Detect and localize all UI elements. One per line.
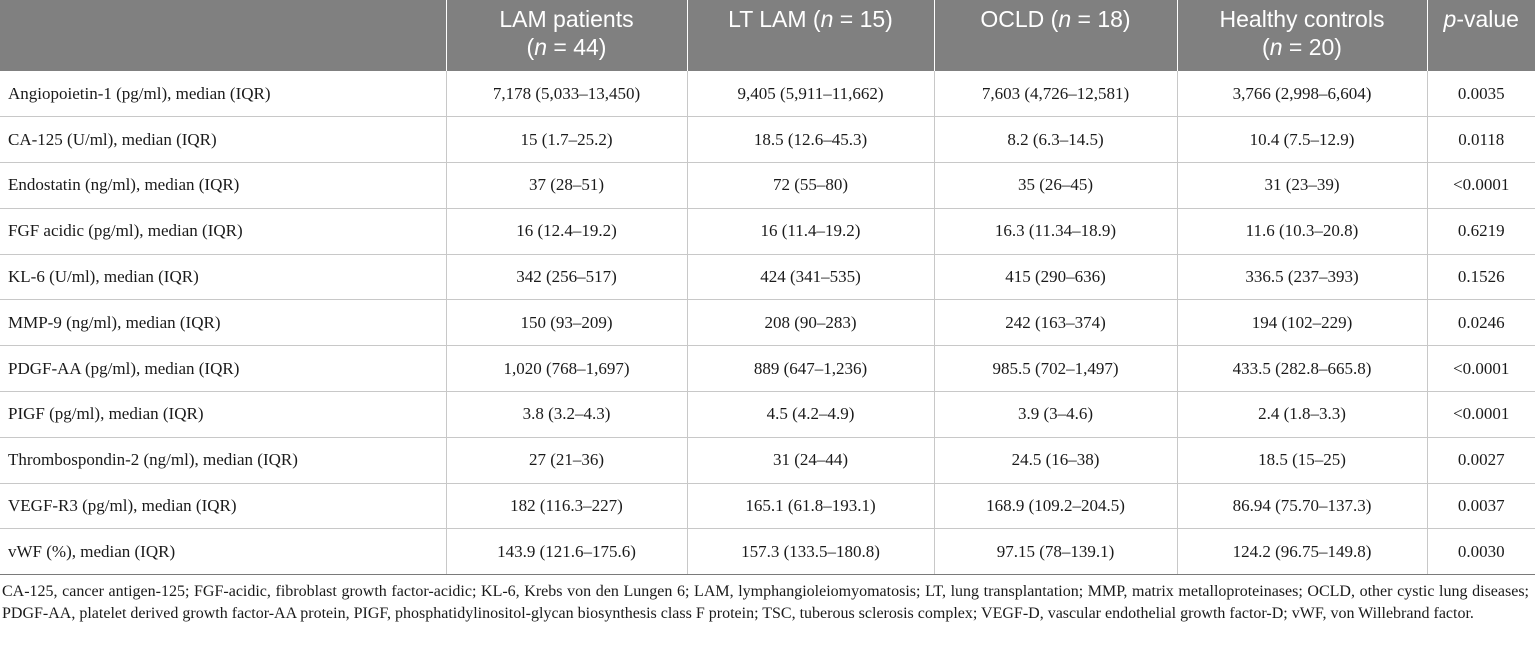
cell-lam-patients-value: 15 (1.7–25.2) xyxy=(446,117,687,163)
header-cell-lam-patients: LAM patients (n = 44) xyxy=(446,0,687,71)
cell-row-label: Angiopoietin-1 (pg/ml), median (IQR) xyxy=(0,71,446,117)
cell-row-label: FGF acidic (pg/ml), median (IQR) xyxy=(0,208,446,254)
cell-ocld-value: 8.2 (6.3–14.5) xyxy=(934,117,1177,163)
table-row xyxy=(0,529,1535,575)
cell-p-value: 0.6219 xyxy=(1427,208,1535,254)
cell-row-label: PIGF (pg/ml), median (IQR) xyxy=(0,392,446,438)
cell-p-value: 0.1526 xyxy=(1427,254,1535,300)
cell-lam-patients-value: 37 (28–51) xyxy=(446,163,687,209)
table-footnote: CA-125, cancer antigen-125; FGF-acidic, fibroblast growth factor-acidic; KL-6, Krebs von den Lungen 6; LAM, lymphangioleiomyomatosis; LT, lung transplantation; MMP, matrix metalloproteinases; OCLD, other cystic lung diseases; PDGF-AA, platelet derived growth factor-AA protein, PIGF, phosphatidylinositol-glycan biosynthesis class F protein; TSC, tuberous sclerosis complex; VEGF-D, vascular endothelial growth factor-D; vWF, von Willebrand factor. xyxy=(2,583,1529,623)
cell-p-value: <0.0001 xyxy=(1427,392,1535,438)
cell-lt-lam-value: 424 (341–535) xyxy=(687,254,934,300)
cell-row-label: Thrombospondin-2 (ng/ml), median (IQR) xyxy=(0,437,446,483)
cell-healthy-controls-value: 86.94 (75.70–137.3) xyxy=(1177,483,1427,529)
header-cell-label xyxy=(0,0,446,71)
table-row xyxy=(0,300,1535,346)
table-row xyxy=(0,483,1535,529)
header-row xyxy=(0,0,1535,71)
cell-ocld-value: 35 (26–45) xyxy=(934,163,1177,209)
cell-lt-lam-value: 16 (11.4–19.2) xyxy=(687,208,934,254)
cell-ocld-value: 415 (290–636) xyxy=(934,254,1177,300)
cell-healthy-controls-value: 194 (102–229) xyxy=(1177,300,1427,346)
cell-lt-lam-value: 9,405 (5,911–11,662) xyxy=(687,71,934,117)
cell-healthy-controls-value: 31 (23–39) xyxy=(1177,163,1427,209)
cell-row-label: CA-125 (U/ml), median (IQR) xyxy=(0,117,446,163)
cell-lam-patients-value: 3.8 (3.2–4.3) xyxy=(446,392,687,438)
cell-lam-patients-value: 1,020 (768–1,697) xyxy=(446,346,687,392)
cell-lt-lam-value: 165.1 (61.8–193.1) xyxy=(687,483,934,529)
cell-row-label: vWF (%), median (IQR) xyxy=(0,529,446,575)
cell-healthy-controls-value: 10.4 (7.5–12.9) xyxy=(1177,117,1427,163)
cell-row-label: VEGF-R3 (pg/ml), median (IQR) xyxy=(0,483,446,529)
cell-ocld-value: 97.15 (78–139.1) xyxy=(934,529,1177,575)
cell-healthy-controls-value: 336.5 (237–393) xyxy=(1177,254,1427,300)
cell-p-value: <0.0001 xyxy=(1427,346,1535,392)
cell-p-value: 0.0027 xyxy=(1427,437,1535,483)
cell-lam-patients-value: 27 (21–36) xyxy=(446,437,687,483)
cell-healthy-controls-value: 2.4 (1.8–3.3) xyxy=(1177,392,1427,438)
table-row xyxy=(0,208,1535,254)
cell-lam-patients-value: 143.9 (121.6–175.6) xyxy=(446,529,687,575)
header-cell-healthy-controls: Healthy controls (n = 20) xyxy=(1177,0,1427,71)
cell-lam-patients-value: 16 (12.4–19.2) xyxy=(446,208,687,254)
header-cell-ocld: OCLD (n = 18) xyxy=(934,0,1177,71)
cell-lt-lam-value: 72 (55–80) xyxy=(687,163,934,209)
table-body xyxy=(0,71,1535,575)
cell-row-label: KL-6 (U/ml), median (IQR) xyxy=(0,254,446,300)
cell-row-label: PDGF-AA (pg/ml), median (IQR) xyxy=(0,346,446,392)
cell-ocld-value: 242 (163–374) xyxy=(934,300,1177,346)
cell-p-value: 0.0030 xyxy=(1427,529,1535,575)
table-row xyxy=(0,254,1535,300)
cell-lam-patients-value: 150 (93–209) xyxy=(446,300,687,346)
cell-p-value: <0.0001 xyxy=(1427,163,1535,209)
cell-row-label: Endostatin (ng/ml), median (IQR) xyxy=(0,163,446,209)
cell-p-value: 0.0035 xyxy=(1427,71,1535,117)
cell-row-label: MMP-9 (ng/ml), median (IQR) xyxy=(0,300,446,346)
table-row xyxy=(0,346,1535,392)
cell-ocld-value: 16.3 (11.34–18.9) xyxy=(934,208,1177,254)
cell-healthy-controls-value: 18.5 (15–25) xyxy=(1177,437,1427,483)
cell-lt-lam-value: 889 (647–1,236) xyxy=(687,346,934,392)
cell-healthy-controls-value: 3,766 (2,998–6,604) xyxy=(1177,71,1427,117)
cell-lt-lam-value: 18.5 (12.6–45.3) xyxy=(687,117,934,163)
cell-p-value: 0.0118 xyxy=(1427,117,1535,163)
cell-p-value: 0.0246 xyxy=(1427,300,1535,346)
header-cell-lt-lam: LT LAM (n = 15) xyxy=(687,0,934,71)
table-row xyxy=(0,437,1535,483)
table-row xyxy=(0,392,1535,438)
cell-lt-lam-value: 31 (24–44) xyxy=(687,437,934,483)
cell-lam-patients-value: 342 (256–517) xyxy=(446,254,687,300)
cell-ocld-value: 168.9 (109.2–204.5) xyxy=(934,483,1177,529)
table-row xyxy=(0,163,1535,209)
cell-lam-patients-value: 7,178 (5,033–13,450) xyxy=(446,71,687,117)
table-row xyxy=(0,117,1535,163)
cell-lt-lam-value: 4.5 (4.2–4.9) xyxy=(687,392,934,438)
cell-ocld-value: 24.5 (16–38) xyxy=(934,437,1177,483)
cell-healthy-controls-value: 124.2 (96.75–149.8) xyxy=(1177,529,1427,575)
cell-lam-patients-value: 182 (116.3–227) xyxy=(446,483,687,529)
table-row xyxy=(0,71,1535,117)
cell-healthy-controls-value: 11.6 (10.3–20.8) xyxy=(1177,208,1427,254)
cell-lt-lam-value: 208 (90–283) xyxy=(687,300,934,346)
cell-p-value: 0.0037 xyxy=(1427,483,1535,529)
header-cell-p-value: p-value xyxy=(1427,0,1535,71)
cell-lt-lam-value: 157.3 (133.5–180.8) xyxy=(687,529,934,575)
cell-ocld-value: 3.9 (3–4.6) xyxy=(934,392,1177,438)
table-header xyxy=(0,0,1535,71)
cell-ocld-value: 985.5 (702–1,497) xyxy=(934,346,1177,392)
cell-healthy-controls-value: 433.5 (282.8–665.8) xyxy=(1177,346,1427,392)
cell-ocld-value: 7,603 (4,726–12,581) xyxy=(934,71,1177,117)
